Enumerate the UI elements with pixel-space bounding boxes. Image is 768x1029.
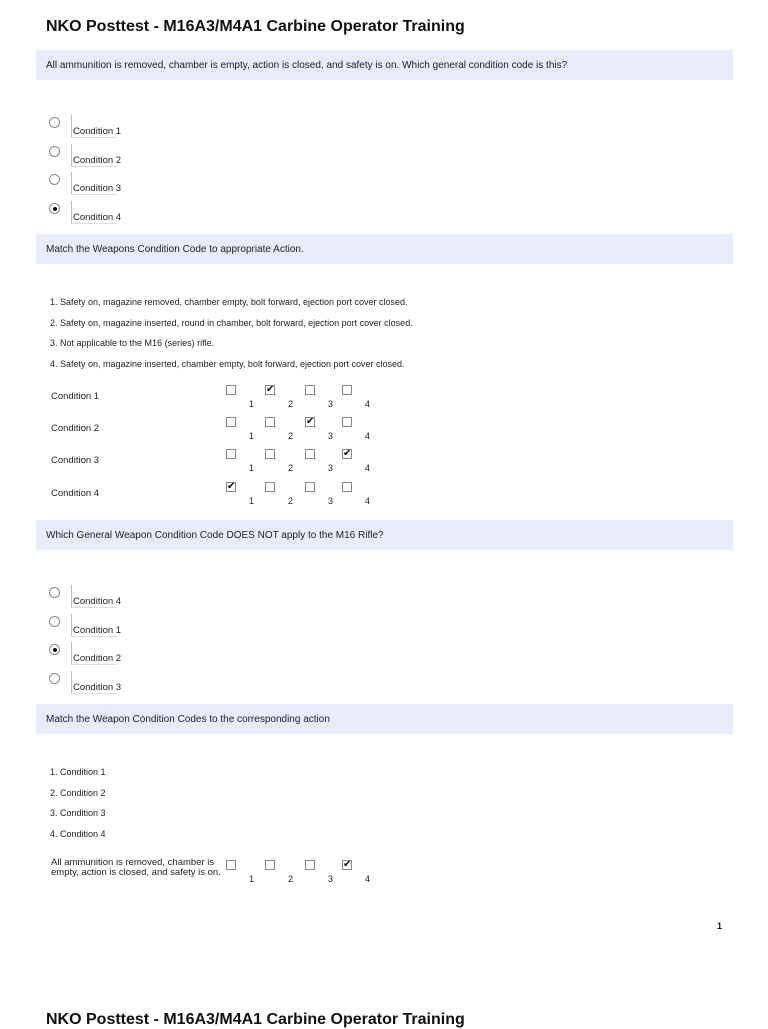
checkbox-unchecked[interactable]	[265, 482, 275, 492]
match-row-label: Condition 2	[51, 423, 100, 435]
option-divider	[71, 671, 72, 693]
page-title: NKO Posttest - M16A3/M4A1 Carbine Operator Training	[46, 18, 465, 35]
action-item: 1. Safety on, magazine removed, chamber empty, bolt forward, ejection port cover closed.	[50, 297, 408, 307]
radio-unselected[interactable]	[49, 174, 60, 185]
checkbox-unchecked[interactable]	[226, 417, 236, 427]
checkbox-number: 1	[249, 874, 255, 884]
checkbox-number: 2	[288, 431, 294, 442]
radio-option-label: Condition 4	[73, 212, 122, 224]
checkbox-number: 2	[288, 874, 294, 884]
radio-option-label: Condition 4	[73, 596, 122, 607]
checkbox-checked[interactable]: ✔	[306, 416, 315, 428]
option-underline	[71, 166, 117, 167]
radio-unselected[interactable]	[49, 673, 60, 684]
checkbox-checked[interactable]: ✔	[227, 480, 236, 492]
code-item: 3. Condition 3	[50, 808, 106, 818]
option-underline	[71, 223, 117, 224]
radio-option[interactable]	[47, 117, 247, 143]
option-underline	[71, 194, 117, 195]
radio-option-label: Condition 2	[73, 154, 122, 166]
match-row-label: Condition 1	[51, 391, 100, 402]
option-underline	[71, 664, 117, 665]
checkbox-number: 4	[365, 463, 371, 474]
code-item: 2. Condition 2	[50, 787, 106, 798]
radio-selected[interactable]	[49, 203, 60, 214]
code-item: 4. Condition 4	[50, 828, 106, 839]
option-underline	[71, 137, 117, 138]
action-item: 2. Safety on, magazine inserted, round in chamber, bolt forward, ejection port cover closed.	[50, 317, 413, 328]
checkbox-unchecked[interactable]	[265, 449, 275, 459]
checkbox-number: 1	[249, 463, 255, 474]
action-item: 4. Safety on, magazine inserted, chamber empty, bolt forward, ejection port cover closed.	[50, 358, 405, 369]
option-divider	[71, 115, 72, 137]
option-underline	[71, 607, 117, 608]
option-divider	[71, 642, 72, 664]
radio-option-label: Condition 3	[73, 681, 122, 693]
checkbox-unchecked[interactable]	[265, 860, 275, 870]
radio-option-label: Condition 1	[73, 126, 122, 137]
option-divider	[71, 201, 72, 223]
question-2-action-list	[50, 297, 413, 379]
question-3-text: Which General Weapon Condition Code DOES NOT apply to the M16 Rifle?	[46, 529, 384, 541]
question-1-band	[36, 50, 733, 80]
checkbox-unchecked[interactable]	[305, 385, 315, 395]
radio-option[interactable]	[47, 146, 247, 172]
checkbox-unchecked[interactable]	[226, 385, 236, 395]
question-2-text: Match the Weapons Condition Code to appropriate Action.	[46, 243, 304, 255]
action-item: 3. Not applicable to the M16 (series) rifle.	[50, 338, 215, 348]
checkbox-number: 2	[288, 463, 294, 474]
radio-option-label: Condition 2	[73, 653, 122, 664]
checkbox-unchecked[interactable]	[226, 860, 236, 870]
checkbox-number: 4	[365, 874, 371, 884]
next-page-title: NKO Posttest - M16A3/M4A1 Carbine Operator Training	[46, 1011, 465, 1028]
option-divider	[71, 585, 72, 607]
checkbox-number: 3	[328, 431, 334, 442]
match-row-label: Condition 4	[51, 487, 100, 499]
radio-unselected[interactable]	[49, 616, 60, 627]
checkbox-unchecked[interactable]	[342, 417, 352, 427]
option-underline	[71, 636, 117, 637]
match-row-label: All ammunition is removed, chamber is empty, action is closed, and safety is on.	[51, 857, 221, 878]
page-number: 1	[717, 921, 723, 931]
radio-option[interactable]	[47, 673, 247, 699]
checkbox-checked[interactable]: ✔	[343, 448, 352, 460]
question-3-band	[36, 520, 733, 550]
checkbox-unchecked[interactable]	[305, 482, 315, 492]
radio-selected[interactable]	[49, 644, 60, 655]
checkbox-number: 4	[365, 431, 371, 442]
option-divider	[71, 172, 72, 194]
checkbox-number: 3	[328, 495, 334, 506]
checkbox-number: 2	[288, 495, 294, 506]
checkbox-unchecked[interactable]	[342, 385, 352, 395]
radio-unselected[interactable]	[49, 587, 60, 598]
radio-option[interactable]	[47, 644, 247, 670]
match-row-label: Condition 3	[51, 455, 100, 467]
question-2-band	[36, 234, 733, 264]
radio-unselected[interactable]	[49, 146, 60, 157]
checkbox-unchecked[interactable]	[305, 449, 315, 459]
checkbox-number: 3	[328, 399, 334, 409]
option-divider	[71, 144, 72, 166]
checkbox-number: 1	[249, 495, 255, 506]
question-4-code-list	[50, 767, 106, 849]
question-1-text: All ammunition is removed, chamber is empty, action is closed, and safety is on. Which general condition code is this?	[46, 59, 568, 71]
code-item: 1. Condition 1	[50, 767, 106, 777]
checkbox-number: 3	[328, 874, 334, 884]
checkbox-unchecked[interactable]	[265, 417, 275, 427]
option-underline	[71, 693, 117, 694]
radio-option[interactable]	[47, 203, 247, 229]
question-4-band	[36, 704, 733, 734]
radio-option[interactable]	[47, 616, 247, 642]
checkbox-number: 1	[249, 431, 255, 442]
checkbox-number: 4	[365, 399, 371, 409]
radio-option[interactable]	[47, 174, 247, 200]
checkbox-unchecked[interactable]	[305, 860, 315, 870]
radio-option-label: Condition 3	[73, 183, 122, 195]
checkbox-checked[interactable]: ✔	[343, 859, 352, 870]
radio-unselected[interactable]	[49, 117, 60, 128]
checkbox-number: 2	[288, 399, 294, 409]
radio-option[interactable]	[47, 587, 247, 613]
checkbox-checked[interactable]: ✔	[266, 384, 275, 395]
checkbox-unchecked[interactable]	[342, 482, 352, 492]
option-divider	[71, 614, 72, 636]
checkbox-unchecked[interactable]	[226, 449, 236, 459]
radio-option-label: Condition 1	[73, 624, 122, 636]
question-4-text: Match the Weapon Condition Codes to the corresponding action	[46, 713, 330, 725]
checkbox-number: 1	[249, 399, 255, 409]
checkbox-number: 3	[328, 463, 334, 474]
checkbox-number: 4	[365, 495, 371, 506]
